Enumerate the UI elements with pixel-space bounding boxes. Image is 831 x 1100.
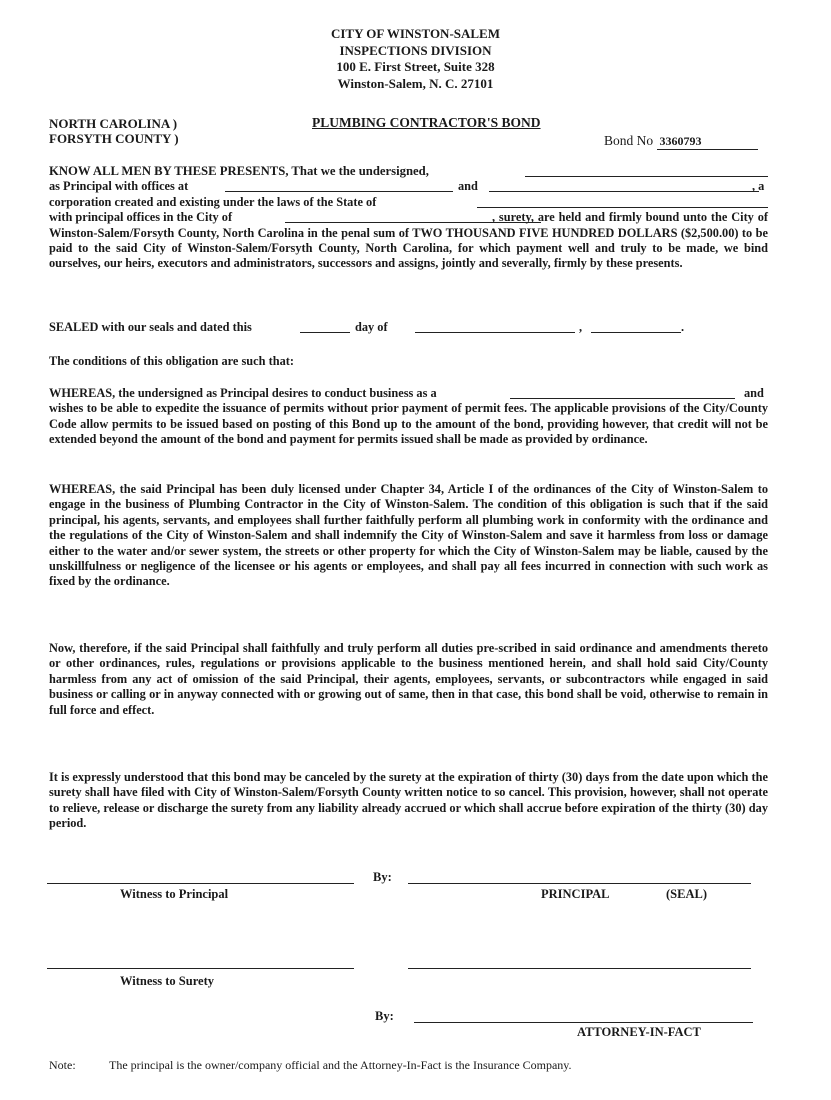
p1-a: , a [752,179,765,194]
note-text: The principal is the owner/company official and the Attorney-In-Fact is the Insurance Company. [109,1058,572,1072]
witness-surety-line[interactable] [47,968,354,969]
witness-principal-line[interactable] [47,883,354,884]
principal-signature-line[interactable] [408,883,751,884]
p1-and: and [458,179,478,194]
bond-number-label: Bond No [604,133,654,148]
header-city: CITY OF WINSTON-SALEM [330,26,501,41]
p1-city-offices: with principal offices in the City of [49,210,233,225]
footer-note [49,1058,572,1073]
state-blank[interactable] [477,207,768,208]
attorney-signature-line[interactable] [414,1022,753,1023]
header-city-zip: Winston-Salem, N. C. 27101 [337,75,494,91]
by-label-1: By: [373,870,392,884]
sealed-day-blank[interactable] [300,332,350,333]
seal-label: (SEAL) [666,887,707,901]
sealed-line: SEALED with our seals and dated this day of , . [49,320,685,334]
whereas-licensed: WHEREAS, the said Principal has been duly licensed under Chapter 34, Article I of the ordinances of the City of Winston-Salem to engage in the business of Plumbing Contractor in the City of Winston-Salem. The condition of this obligation is such that if the said principal, his agents, servants, and employees shall further faithfully perform all plumbing work in conformity with the ordinance and the regulations of the City of Winston-Salem and shall indemnify the City of Winston-Salem and save it harmless from loss or damage either to the water and/or sewer system, the streets or other property for which the City of Winston-Salem may be liable, caused by the unskillfulness or negligence of the licensee or his agents or employees, and shall pay all fees incurred in connection with such work as fixed by the ordinance. [49,482,768,589]
principal-office-blank-2[interactable] [489,191,759,192]
attorney-label: ATTORNEY-IN-FACT [577,1025,701,1039]
whereas1-and: and [744,386,764,400]
bond-number-field [604,133,758,150]
business-type-blank[interactable] [510,398,735,399]
agency-header [0,26,831,92]
whereas1-text: WHEREAS, the undersigned as Principal desires to conduct business as a [49,386,437,400]
note-label: Note: [49,1058,76,1072]
sealed-year-blank[interactable] [591,332,681,333]
p1-penal-sum: , surety, are held and firmly bound unto the City of Winston-Salem/Forsyth County, North Carolina in the penal sum of TWO THOUSAND FIVE HUNDRED DOLLARS ($2,500.00) to be paid to the said City of Winston-Salem/Forsyth County, North Carolina, for which payment well and truly to be made, we bind ourselves, our heirs, executors and administrators, successors and assigns, jointly and severally, firmly by these presents. [49,210,768,271]
venue-county: FORSYTH COUNTY ) [49,131,179,146]
sealed-month-blank[interactable] [415,332,575,333]
principal-clause [49,164,768,272]
sealed-day-of: day of [355,320,388,334]
p1-know-all: KNOW ALL MEN BY THESE PRESENTS, That we the undersigned, [49,164,429,178]
principal-label: PRINCIPAL [541,887,610,901]
whereas-business [49,386,768,448]
header-division: INSPECTIONS DIVISION [339,42,492,58]
principal-office-blank-1[interactable] [225,191,453,192]
witness-principal-label: Witness to Principal [120,887,229,901]
document-title: PLUMBING CONTRACTOR'S BOND [312,115,541,130]
surety-signature-line[interactable] [408,968,751,969]
now-therefore: Now, therefore, if the said Principal shall faithfully and truly perform all duties pre-scribed in said ordinance and amendments thereto or other ordinances, rules, regulations or provisions applicable to the business mentioned herein, and shall hold said City/County harmless from any act of omission of the said Principal, their agents, employees, servants, or subcontractors while engaged in said business or calling or in anyway connected with or growing out of same, then in that case, this bond shall be void, otherwise to remain in full force and effect. [49,641,768,717]
venue-block [49,116,179,146]
cancellation-clause: It is expressly understood that this bond may be canceled by the surety at the expiration of thirty (30) days from the date upon which the surety shall have filed with City of Winston-Salem/Forsyth County written notice to so cancel. This provision, however, shall not operate to relieve, release or discharge the surety from any liability already accrued or which shall accrue before expiration of the thirty (30) day period. [49,770,768,831]
venue-state: NORTH CAROLINA ) [49,116,178,131]
by-label-2: By: [375,1009,394,1023]
bond-number-value[interactable]: 3360793 [657,134,758,150]
p1-corporation: corporation created and existing under the laws of the State of [49,194,377,209]
surety-city-blank[interactable] [285,222,541,223]
sealed-text: SEALED with our seals and dated this [49,320,252,334]
sealed-comma: , [579,320,583,334]
header-address: 100 E. First Street, Suite 328 [336,59,495,74]
whereas1-body: wishes to be able to expedite the issuance of permits without prior payment of permit fees. The applicable provisions of the City/County Code allow permits to be issued based on posting of this Bond up to the amount of the bond, providing however, that credit will not be extended beyond the amount of the bond and payment for permits issued shall be made as provided by ordinance. [49,401,768,447]
conditions-intro: The conditions of this obligation are such that: [49,354,294,368]
witness-surety-label: Witness to Surety [120,974,214,988]
p1-principal-offices: as Principal with offices at [49,179,189,194]
principal-name-blank[interactable] [525,176,768,177]
